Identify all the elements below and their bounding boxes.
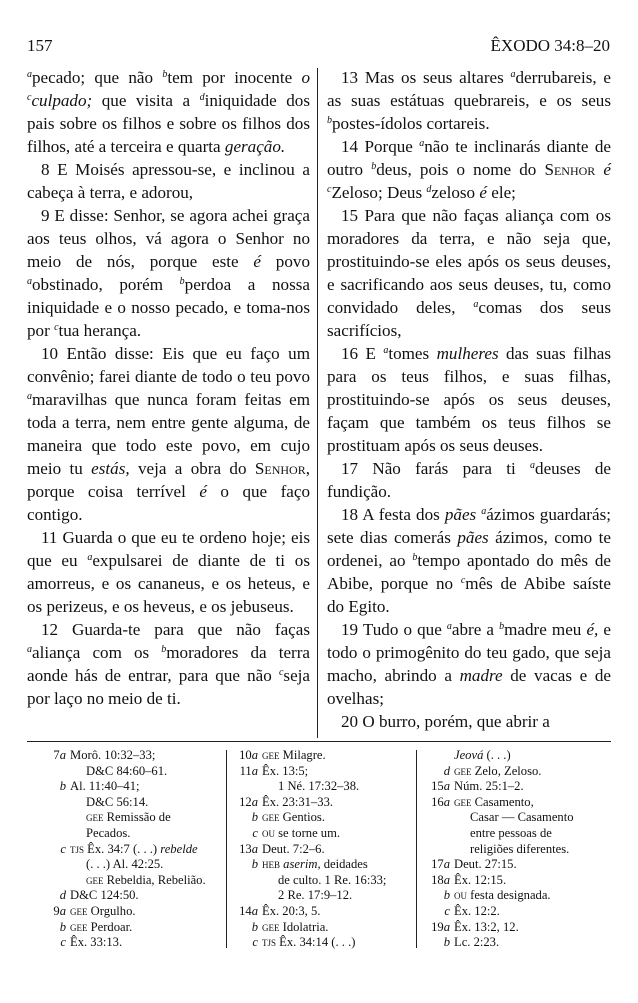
footnote-text (262, 888, 412, 904)
text-run: 20 O burro, porém, que abrir a (341, 712, 550, 731)
small-caps-text: gee (86, 810, 104, 825)
footnote-text (454, 935, 614, 951)
small-caps-text: gee (70, 903, 88, 918)
footnote-text (454, 873, 614, 889)
italic-text: rebelde (160, 841, 198, 856)
footnote-entry (40, 810, 230, 826)
footnote-key: 10a (239, 748, 258, 762)
text-run: Gentios. (279, 810, 325, 825)
text-run: mês de Abibe saíste do Egito. (327, 574, 611, 616)
text-run: entre pessoas de (470, 825, 552, 840)
text-run: Êx. 34:14 (. . .) (276, 935, 356, 950)
text-run: Al. 11:40–41; (70, 779, 140, 794)
text-run: abre a (451, 620, 500, 639)
footnote-text (454, 888, 614, 904)
footnote-key: 15a (431, 779, 450, 794)
text-run: expulsarei de diante de ti os amorreus, e os cananeus, e os heteus, e os perizeus, e os heveus, e os jebuseus. (27, 551, 310, 616)
italic-text: geração. (224, 137, 286, 156)
footnote-entry (424, 842, 614, 858)
text-run: Deut. 7:2–6. (262, 841, 325, 856)
small-caps-text: ou (262, 825, 275, 840)
footnote-text (262, 764, 412, 780)
text-run: , porque coisa terrível (27, 459, 310, 501)
footnote-marker: c (27, 92, 32, 103)
footnote-marker: a (419, 138, 425, 149)
text-run: tempo apontado do mês de Abibe, porque no (327, 551, 611, 593)
verse-p18 (327, 503, 611, 618)
small-caps-text: tjs (262, 935, 277, 950)
footnote-text (70, 748, 230, 764)
text-run: Morô. 10:32–33; (70, 748, 156, 762)
text-run: derrubareis, e as suas estátuas quebrareis, e os seus (327, 68, 611, 110)
footnote-marker: a (473, 299, 479, 310)
footnote-text (70, 810, 230, 826)
footnote-text (70, 779, 230, 795)
text-run: Núm. 25:1–2. (454, 779, 524, 794)
text-run: Orgulho. (87, 903, 136, 918)
footnote-key (232, 888, 262, 904)
footnote-text (70, 795, 230, 811)
text-run: Rebeldia, Rebelião. (103, 872, 206, 887)
footnote-entry (40, 748, 230, 764)
footnote-text (70, 857, 230, 873)
text-run: festa designada. (467, 888, 551, 903)
footnote-key: 16a (431, 794, 450, 809)
footnote-text (454, 795, 614, 811)
footnote-marker: a (510, 69, 516, 80)
text-run: comas dos seus sacrifícios, (327, 298, 611, 340)
text-run: 14 Porque (341, 137, 420, 156)
footnote-text (70, 920, 230, 936)
footnote-entry (232, 810, 412, 826)
text-run: Lc. 2:23. (454, 935, 500, 950)
text-run: Milagre. (279, 748, 326, 762)
verse-p12 (27, 618, 310, 710)
footnote-key: b (251, 810, 258, 825)
footnote-marker: a (87, 552, 93, 563)
text-run: postes-ídolos cortareis. (332, 114, 490, 133)
footnote-text (262, 779, 412, 795)
text-run: madre meu (504, 620, 587, 639)
footnote-key: 18a (431, 872, 450, 887)
footnote-entry (232, 842, 412, 858)
footnote-key: 9a (53, 903, 66, 918)
text-run: Êx. 23:31–33. (262, 794, 334, 809)
footnote-key: b (443, 935, 450, 950)
footnote-divider (226, 750, 227, 948)
footnote-column-1 (40, 748, 230, 951)
text-run: Idolatria. (279, 919, 329, 934)
footnote-entry (232, 904, 412, 920)
footnote-entry (424, 748, 614, 764)
footnote-key: b (59, 919, 66, 934)
verse-p14 (327, 135, 611, 204)
footnote-key (40, 857, 70, 873)
text-run: aliança com os (32, 643, 162, 662)
footnote-key: c (252, 825, 258, 840)
text-run: moradores da terra aonde hás de entrar, para que não (27, 643, 311, 685)
footnote-entry (40, 826, 230, 842)
text-run: Êx. 12:15. (454, 872, 507, 887)
text-run: seja por laço no meio de ti. (27, 666, 310, 708)
footnote-marker: a (27, 276, 32, 287)
text-run: 13 Mas os seus altares (341, 68, 511, 87)
footnote-entry (40, 764, 230, 780)
text-run: o que faço contigo. (27, 482, 311, 524)
small-caps-text: gee (262, 748, 280, 762)
page-number: 157 (27, 36, 53, 55)
small-caps-text: Senhor (544, 160, 596, 179)
text-run: Perdoar. (87, 919, 133, 934)
footnote-entry (232, 935, 412, 951)
text-run: religiões diferentes. (470, 841, 570, 856)
footnote-text (454, 764, 614, 780)
footnote-key (40, 795, 70, 811)
footnote-divider (416, 750, 417, 948)
footnote-key: c (60, 841, 66, 856)
text-run: deuses de fundição. (327, 459, 612, 501)
footnote-entry (232, 920, 412, 936)
small-caps-text: Senhor (254, 459, 306, 478)
footnote-key (40, 826, 70, 842)
footnote-text (262, 920, 412, 936)
verse-p15 (327, 204, 611, 342)
footnote-text (70, 826, 230, 842)
footnote-text (262, 826, 412, 842)
text-run: tua herança. (58, 321, 142, 340)
footnote-entry (232, 826, 412, 842)
footnote-entry (232, 888, 412, 904)
footnote-marker: a (530, 460, 536, 471)
footnote-marker: b (371, 161, 377, 172)
text-run: 16 E (341, 344, 384, 363)
footnote-entry (232, 873, 412, 889)
verse-p9 (27, 204, 310, 342)
text-column-right (327, 66, 611, 733)
footnote-text (454, 857, 614, 873)
footnote-marker: d (426, 184, 432, 195)
text-run: 1 Né. 17:32–38. (278, 779, 360, 794)
footnote-key: d (59, 888, 66, 903)
text-run: 12 Guarda-te para que não faças (41, 620, 310, 639)
footnote-text (70, 842, 230, 858)
footnote-key: 11a (239, 763, 258, 778)
footnote-text (262, 904, 412, 920)
footnote-text (70, 904, 230, 920)
footnote-text (262, 935, 412, 951)
footnote-entry (40, 857, 230, 873)
text-run: D&C 56:14. (86, 794, 149, 809)
footnote-rule (27, 741, 611, 742)
small-caps-text: gee (70, 919, 88, 934)
text-run: e todo o primogênito do teu gado, que seja macho, abrindo a (327, 620, 611, 685)
verse-p11 (27, 526, 310, 618)
text-run: 15 Para que não faças aliança com os moradores da terra, e não seja que, prostituindo-se eles após os seus deuses, e sacrificando aos seus deuses, tu, como convidado deles, (327, 206, 611, 317)
footnote-entry (40, 779, 230, 795)
text-run: veja a obra do (129, 459, 255, 478)
text-run: obstinado, porém (32, 275, 180, 294)
text-run: 19 Tudo o que (341, 620, 447, 639)
text-run: Casamento, (471, 794, 534, 809)
footnote-entry (40, 795, 230, 811)
footnote-text (70, 935, 230, 951)
text-run: (. . .) (483, 748, 511, 762)
text-run: Zelo, Zeloso. (471, 763, 542, 778)
footnote-entry (424, 904, 614, 920)
footnote-text (70, 873, 230, 889)
footnote-key (424, 748, 454, 764)
footnote-key: 7a (53, 748, 66, 762)
column-divider (317, 68, 318, 738)
footnote-marker: c (327, 184, 332, 195)
verse-p10 (27, 342, 310, 526)
footnote-marker: a (27, 69, 32, 80)
footnote-entry (232, 795, 412, 811)
text-run: de vacas e de ovelhas; (327, 666, 611, 708)
footnote-marker: b (179, 276, 185, 287)
text-run: Êx. 13:2, 12. (454, 919, 519, 934)
text-run: tomes (388, 344, 437, 363)
small-caps-text: gee (454, 794, 472, 809)
footnote-marker: c (54, 322, 59, 333)
footnote-marker: a (27, 391, 32, 402)
footnote-entry (232, 764, 412, 780)
text-run: 17 Não farás para ti (341, 459, 531, 478)
footnote-marker: c (278, 667, 284, 678)
footnote-entry (232, 857, 412, 873)
footnote-marker: b (327, 115, 332, 126)
footnote-entry (424, 935, 614, 951)
text-run: 18 A festa dos (341, 505, 445, 524)
text-run: 2 Re. 17:9–12. (278, 888, 353, 903)
text-run: que visita a (92, 91, 200, 110)
footnote-key: 14a (239, 903, 258, 918)
italic-text: pães (444, 505, 477, 524)
footnote-text (262, 842, 412, 858)
text-run: (. . .) Al. 42:25. (86, 857, 164, 872)
text-run: Deut. 27:15. (454, 857, 517, 872)
footnote-entry (40, 920, 230, 936)
italic-text: mulheres (436, 344, 499, 363)
footnote-text (454, 842, 614, 858)
text-run: de culto. 1 Re. 16:33; (278, 872, 387, 887)
footnote-marker: d (199, 92, 205, 103)
text-run: Zeloso; Deus (331, 183, 427, 202)
verse-p16 (327, 342, 611, 457)
italic-text: o (301, 68, 310, 87)
footnote-entry (424, 764, 614, 780)
footnote-key: b (251, 857, 258, 872)
footnote-column-2 (232, 748, 412, 951)
italic-text: é, (586, 620, 599, 639)
footnote-entry (40, 842, 230, 858)
footnote-text (454, 904, 614, 920)
footnote-text (262, 795, 412, 811)
footnote-entry (424, 779, 614, 795)
footnote-entry (40, 888, 230, 904)
footnote-key: c (444, 903, 450, 918)
verse-p0 (27, 66, 310, 158)
text-run: pecado; que não (32, 68, 163, 87)
footnote-key: c (60, 935, 66, 950)
footnote-key (40, 764, 70, 780)
verse-p20 (327, 710, 611, 733)
verse-p8 (27, 158, 310, 204)
text-run: Êx. 13:5; (262, 763, 309, 778)
footnote-key (424, 810, 454, 826)
footnote-key: b (443, 888, 450, 903)
footnote-key: 13a (239, 841, 258, 856)
verse-p13 (327, 66, 611, 135)
footnote-marker: a (446, 621, 452, 632)
footnote-entry (40, 873, 230, 889)
text-run: ázimos, como te ordenei, ao (327, 528, 611, 570)
footnote-key (40, 873, 70, 889)
footnote-entry (424, 888, 614, 904)
text-run: D&C 84:60–61. (86, 763, 168, 778)
footnote-entry (424, 795, 614, 811)
footnote-key (424, 842, 454, 858)
text-run: deidades (320, 857, 368, 872)
footnote-marker: a (27, 644, 32, 655)
footnote-marker: b (162, 69, 168, 80)
footnote-text (262, 857, 412, 873)
italic-text: é (199, 482, 207, 501)
small-caps-text: gee (262, 919, 280, 934)
text-run: iniquidade dos pais sobre os filhos e sobre os filhos dos filhos, até a terceira e quarta (27, 91, 310, 156)
text-run: 9 E disse: Senhor, se agora achei graça aos teus olhos, vá agora o Senhor no meio de nós, porque este (27, 206, 310, 271)
footnote-marker: b (412, 552, 418, 563)
footnote-marker: a (383, 345, 389, 356)
text-run: Êx. 34:7 (. . .) (84, 841, 161, 856)
text-run: ázimos guardarás; sete dias comerás (327, 505, 611, 547)
italic-text: pães (457, 528, 489, 547)
footnote-key: 12a (239, 794, 258, 809)
footnote-key: b (59, 779, 66, 794)
text-run: maravilhas que nunca foram feitas em toda a terra, nem entre gente alguma, de maneira que todo este povo, em cujo meio tu (27, 390, 310, 478)
footnote-key (40, 810, 70, 826)
footnote-entry (424, 857, 614, 873)
footnote-column-3 (424, 748, 614, 951)
italic-text: é (603, 160, 611, 179)
text-run: Casar — Casamento (470, 810, 574, 825)
text-run: deus, pois o nome do (376, 160, 545, 179)
italic-text: aserim, (283, 857, 321, 872)
text-run: não te inclinarás diante de outro (327, 137, 611, 179)
small-caps-text: gee (86, 872, 104, 887)
footnote-marker: a (481, 506, 487, 517)
footnote-entry (232, 748, 412, 764)
small-caps-text: ou (454, 888, 467, 903)
italic-text: madre (459, 666, 503, 685)
footnote-text (454, 748, 614, 764)
footnote-marker: b (499, 621, 505, 632)
small-caps-text: gee (262, 810, 280, 825)
italic-text: estás, (91, 459, 130, 478)
footnote-text (262, 810, 412, 826)
footnote-key: 19a (431, 919, 450, 934)
italic-text: é (479, 183, 487, 202)
footnote-entry (40, 904, 230, 920)
verse-p19 (327, 618, 611, 710)
footnote-key (424, 826, 454, 842)
footnote-marker: c (460, 575, 466, 586)
italic-text: Jeová (454, 748, 484, 762)
verse-p17 (327, 457, 611, 503)
footnote-entry (40, 935, 230, 951)
footnote-key: b (251, 919, 258, 934)
text-run: Pecados. (86, 825, 131, 840)
footnote-key (232, 873, 262, 889)
footnote-entry (424, 920, 614, 936)
footnote-key (232, 779, 262, 795)
footnote-key: 17a (431, 857, 450, 872)
text-run: Remissão de (103, 810, 171, 825)
footnote-entry (232, 779, 412, 795)
footnote-entry (424, 873, 614, 889)
text-run: 8 E Moisés apressou-se, e inclinou a cabeça à terra, e adorou, (27, 160, 310, 202)
text-run: Êx. 20:3, 5. (262, 903, 321, 918)
text-run: ele; (486, 183, 516, 202)
footnote-text (454, 810, 614, 826)
footnote-key: c (252, 935, 258, 950)
footnote-text (262, 873, 412, 889)
text-run: D&C 124:50. (70, 888, 139, 903)
footnote-text (70, 764, 230, 780)
italic-text: é (253, 252, 261, 271)
text-run: 10 Então disse: Eis que eu faço um convênio; farei diante de todo o teu povo (27, 344, 310, 386)
text-run: zeloso (431, 183, 480, 202)
text-column-left (27, 66, 310, 710)
small-caps-text: heb (262, 857, 280, 872)
text-run: das suas filhas para os teus filhos, e suas filhas, prostituindo-se após os seus deuses, façam que também os teus filhos se prostituam após os seus deuses. (327, 344, 611, 455)
italic-text: culpado; (31, 91, 93, 110)
footnote-text (454, 826, 614, 842)
small-caps-text: tjs (70, 841, 85, 856)
text-run: 11 Guarda o que eu te ordeno hoje; eis que eu (27, 528, 310, 570)
text-run: tem por inocente (167, 68, 302, 87)
text-run: Êx. 12:2. (454, 903, 500, 918)
footnote-text (262, 748, 412, 764)
footnote-text (454, 920, 614, 936)
text-run: povo (261, 252, 310, 271)
text-run: perdoa a nossa iniquidade e o nosso pecado, e toma-nos por (27, 275, 310, 340)
small-caps-text: gee (454, 763, 472, 778)
footnote-key: d (443, 763, 450, 778)
text-run: Êx. 33:13. (70, 935, 123, 950)
footnote-entry (424, 810, 614, 826)
footnote-entry (424, 826, 614, 842)
footnote-text (454, 779, 614, 795)
footnote-marker: b (161, 644, 167, 655)
chapter-reference: ÊXODO 34:8–20 (490, 36, 610, 55)
footnote-text (70, 888, 230, 904)
text-run: se torne um. (275, 825, 341, 840)
